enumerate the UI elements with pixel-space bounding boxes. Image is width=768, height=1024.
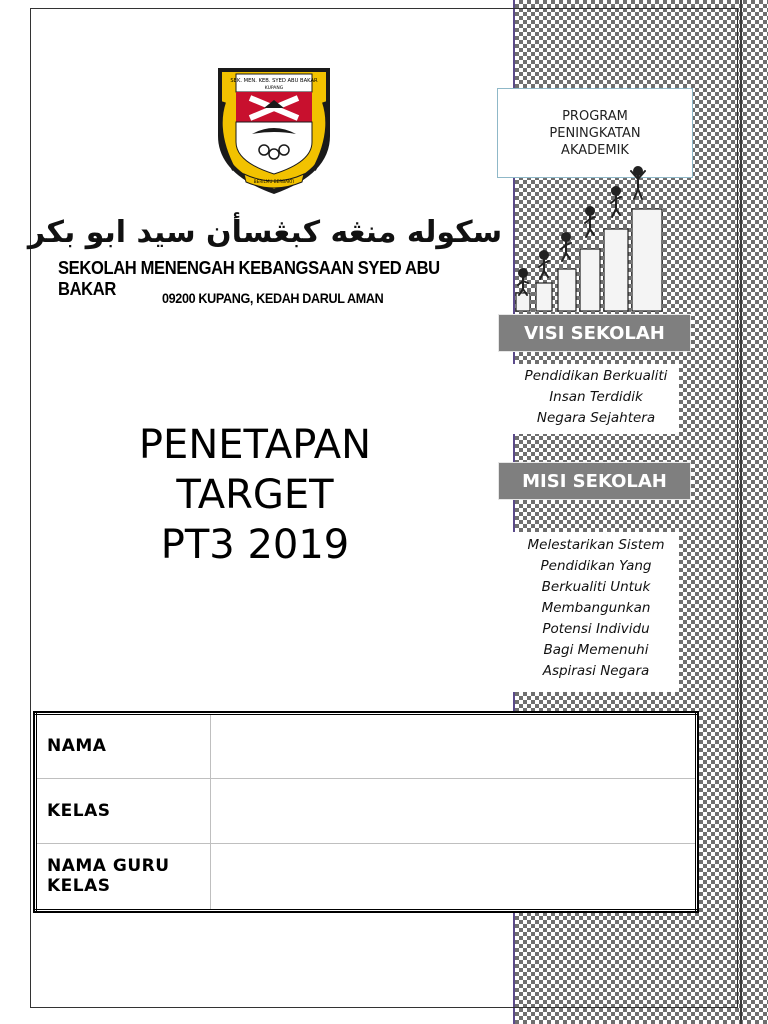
table-row	[36, 714, 697, 779]
class-teacher-field[interactable]	[211, 843, 697, 910]
table-row	[36, 843, 697, 910]
name-label: NAMA	[36, 714, 211, 779]
student-info-table	[34, 712, 698, 912]
class-field[interactable]	[211, 778, 697, 843]
misi-line: Membangunkan	[541, 600, 651, 616]
visi-statements	[513, 364, 679, 434]
document-title	[90, 420, 420, 570]
svg-text:سکوله منڠه کبڠسأن سيد ابو بکر: سکوله منڠه کبڠسأن سيد ابو بکر	[27, 215, 503, 250]
misi-line: Potensi Individu	[542, 621, 650, 637]
title-line-3: PT3 2019	[160, 522, 350, 568]
program-line-3: AKADEMIK	[561, 143, 629, 158]
name-field[interactable]	[211, 714, 697, 779]
misi-statements	[513, 532, 679, 692]
svg-text:SEK. MEN. KEB. SYED ABU BAKAR: SEK. MEN. KEB. SYED ABU BAKAR	[230, 78, 318, 84]
visi-heading: VISI SEKOLAH	[498, 314, 691, 352]
band-right-line	[740, 0, 742, 1024]
svg-text:BERILMU BERBAKTI: BERILMU BERBAKTI	[253, 179, 295, 184]
misi-line: Bagi Memenuhi	[543, 642, 649, 658]
stairs-figures-illustration	[510, 165, 678, 315]
school-crest-logo	[214, 62, 334, 198]
misi-line: Berkualiti Untuk	[541, 579, 651, 595]
program-line-2: PENINGKATAN	[549, 126, 641, 141]
misi-line: Melestarikan Sistem	[527, 537, 665, 553]
title-line-1: PENETAPAN	[138, 422, 372, 468]
jawi-school-name	[27, 208, 503, 254]
program-line-1: PROGRAM	[562, 109, 628, 124]
svg-text:KUPANG: KUPANG	[264, 86, 284, 91]
table-row	[36, 778, 697, 843]
misi-heading: MISI SEKOLAH	[498, 462, 691, 500]
visi-line: Pendidikan Berkualiti	[524, 368, 668, 384]
visi-line: Insan Terdidik	[549, 389, 643, 405]
misi-line: Aspirasi Negara	[542, 663, 650, 679]
school-address: 09200 KUPANG, KEDAH DARUL AMAN	[162, 290, 384, 306]
school-name: SEKOLAH MENENGAH KEBANGSAAN SYED ABU BAKAR	[58, 258, 440, 299]
class-teacher-label: NAMA GURU KELAS	[36, 843, 211, 910]
title-line-2: TARGET	[176, 472, 334, 518]
class-label: KELAS	[36, 778, 211, 843]
visi-line: Negara Sejahtera	[536, 410, 656, 426]
misi-line: Pendidikan Yang	[540, 558, 652, 574]
